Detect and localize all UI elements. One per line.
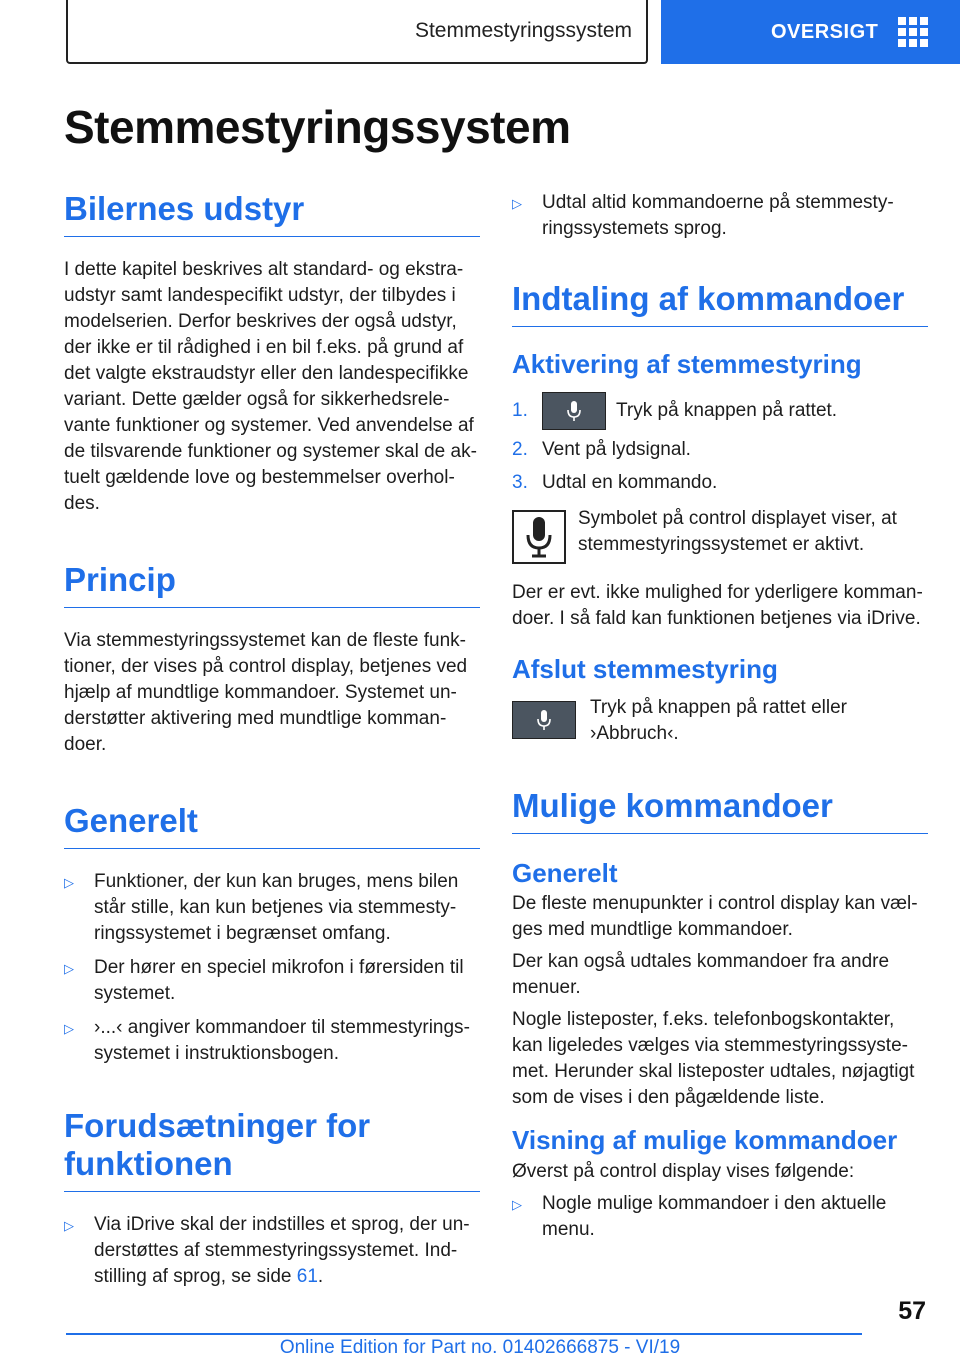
paragraph-generelt-1: De fleste menupunkter i control display kan vælges med mundtlige kommandoer. (512, 893, 918, 941)
grid-icon (898, 17, 928, 47)
right-column (512, 190, 928, 1243)
header-section-title: Stemmestyringssystem (414, 19, 632, 42)
triangle-bullet-icon: ▷ (64, 874, 74, 890)
list-item: ▷ Der hører en speciel mikrofon i førersiden til systemet. (64, 955, 480, 1007)
list-item: 1. Tryk på knappen på rattet. (512, 392, 928, 430)
paragraph-generelt-2: Der kan også udtales kommandoer fra andre menuer. (512, 951, 890, 999)
heading-afslut: Afslut stemmestyring (512, 654, 778, 685)
heading-generelt-right: Generelt (512, 858, 618, 889)
paragraph-bilernes-udstyr: I dette kapitel beskrives alt standard- og ekstraudstyr samt landespecifikt udstyr, der tilbydes i modelserien. Derfor beskrives der også udstyr, der ikke er til rådighed i en bil f.eks. på grund af det valgte ekstraudstyr eller den landespecifikke variant. Dette gælder også for sikkerhedsrelevante funktioner og systemer. Ved anvendelse af de tilsvarende funktioner og systemer skal de aktuelt gældende love og bestemmelser overholdes. (64, 258, 477, 514)
triangle-bullet-icon: ▷ (512, 1196, 522, 1212)
heading-princip: Princip (64, 561, 480, 608)
footer-divider (66, 1333, 862, 1335)
triangle-bullet-icon: ▷ (64, 1020, 74, 1036)
paragraph-not-possible: Der er evt. ikke mulighed for yderligere kommandoer. I så fald kan funktionen betjenes via iDrive. (512, 582, 923, 630)
list-item: ▷ ›...‹ angiver kommandoer til stemmestyringssystemet i instruktionsbogen. (64, 1015, 480, 1067)
triangle-bullet-icon: ▷ (64, 1217, 74, 1233)
heading-mulige: Mulige kommandoer (512, 787, 928, 834)
paragraph-princip: Via stemmestyringssystemet kan de fleste funktioner, der vises på control display, betjenes ved hjælp af mundtlige kommandoer. Systemet understøtter aktivering med mundtlige kommandoer. (64, 629, 468, 755)
footer-edition[interactable]: Online Edition for Part no. 01402666875 - VI/19 (279, 1337, 681, 1358)
page-title: Stemmestyringssystem (64, 101, 571, 153)
symbol-note: Symbolet på control displayet viser, at stemmestyringssystemet er aktivt. (512, 506, 928, 564)
triangle-bullet-icon: ▷ (512, 196, 522, 211)
heading-bilernes-udstyr: Bilernes udstyr (64, 190, 480, 237)
heading-indtaling: Indtaling af kommandoer (512, 280, 928, 327)
left-column (64, 190, 480, 1290)
list-item: ▷ Udtal altid kommandoerne på stemmestyringssystemets sprog. (512, 190, 928, 242)
afslut-note: Tryk på knappen på rattet eller ›Abbruch‹. (512, 695, 928, 747)
list-item: 3. Udtal en kommando. (512, 472, 718, 494)
page-number: 57 (898, 1297, 926, 1325)
mic-icon (512, 701, 576, 739)
heading-forudsaetninger: Forudsætninger for funktionen (64, 1107, 480, 1192)
page-link[interactable]: 61 (296, 1265, 318, 1287)
list-item: ▷ Funktioner, der kun kan bruges, mens bilen står stille, kan kun betjenes via stemmestyringssystemet i begrænset omfang. (64, 869, 480, 947)
list-item: ▷ Nogle mulige kommandoer i den aktuelle menu. (512, 1191, 928, 1243)
heading-visning: Visning af mulige kommandoer (512, 1125, 898, 1156)
microphone-icon (512, 510, 566, 564)
list-item: ▷ Via iDrive skal der indstilles et sprog, der understøttes af stemmestyringssystemet. Indstilling af sprog, se side 61. (64, 1212, 480, 1290)
paragraph-generelt-3: Nogle listeposter, f.eks. telefonbogskontakter, kan ligeledes vælges via stemmestyringssystemet. Herunder skal listeposter udtales, nøjagtigt som de vises i den pågældende liste. (512, 1009, 915, 1109)
overview-label: OVERSIGT (771, 20, 879, 43)
heading-generelt: Generelt (64, 802, 480, 849)
triangle-bullet-icon: ▷ (64, 960, 74, 976)
heading-aktivering: Aktivering af stemmestyring (512, 348, 862, 379)
header-section-tab (66, 0, 648, 64)
list-item: 2. Vent på lydsignal. (512, 439, 691, 461)
paragraph-visning: Øverst på control display vises følgende: (512, 1160, 855, 1182)
mic-icon (542, 392, 606, 430)
overview-button[interactable] (661, 0, 960, 64)
